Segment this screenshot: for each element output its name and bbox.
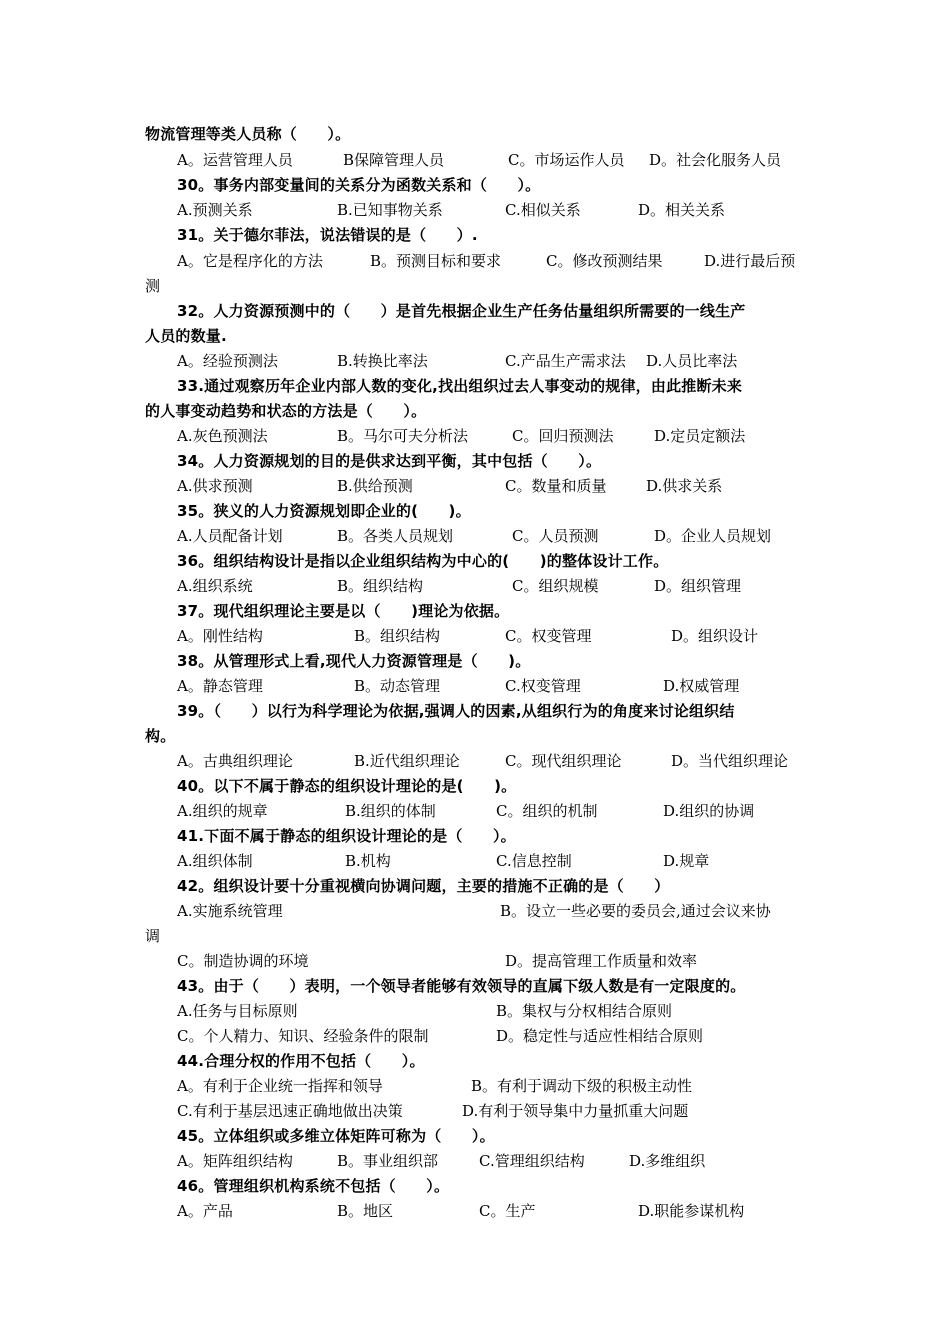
option-a: A。矩阵组织结构 bbox=[177, 1152, 293, 1170]
question-45-text: 45。立体组织或多维立体矩阵可称为（ ）。 bbox=[177, 1127, 495, 1145]
option-c: C。人员预测 bbox=[512, 527, 599, 545]
option-b: B。设立一些必要的委员会,通过会议来协 bbox=[500, 902, 771, 920]
option-b: B.机构 bbox=[345, 852, 391, 870]
option-b: B.近代组织理论 bbox=[354, 752, 460, 770]
option-d: D。稳定性与适应性相结合原则 bbox=[496, 1027, 704, 1045]
option-d: D。组织管理 bbox=[654, 577, 742, 595]
option-c: C。制造协调的环境 bbox=[177, 952, 309, 970]
question-39-text-line2: 构。 bbox=[145, 727, 176, 745]
option-c: C.信息控制 bbox=[496, 852, 572, 870]
option-b: B.转换比率法 bbox=[337, 352, 428, 370]
option-b: B.组织的体制 bbox=[345, 802, 436, 820]
option-b: B。马尔可夫分析法 bbox=[337, 427, 469, 445]
option-d: D。当代组织理论 bbox=[671, 752, 789, 770]
option-d: D.规章 bbox=[663, 852, 710, 870]
option-d: D.多维组织 bbox=[629, 1152, 706, 1170]
option-b: B.已知事物关系 bbox=[337, 201, 443, 219]
question-33-text-line2: 的人事变动趋势和状态的方法是（ ）。 bbox=[145, 402, 427, 420]
option-d: D.组织的协调 bbox=[663, 802, 755, 820]
question-46-text: 46。管理组织机构系统不包括（ ）。 bbox=[177, 1177, 450, 1195]
option-c: C。现代组织理论 bbox=[505, 752, 622, 770]
question-42-option-wrap: 调 bbox=[145, 927, 161, 945]
question-35-text: 35。狭义的人力资源规划即企业的( )。 bbox=[177, 502, 471, 520]
option-c: C。修改预测结果 bbox=[546, 252, 663, 270]
option-a: A.组织的规章 bbox=[177, 802, 268, 820]
option-c: C.产品生产需求法 bbox=[505, 352, 626, 370]
option-d: D.职能参谋机构 bbox=[638, 1202, 745, 1220]
option-b: B。集权与分权相结合原则 bbox=[496, 1002, 673, 1020]
option-c: C。个人精力、知识、经验条件的限制 bbox=[177, 1027, 429, 1045]
option-b: B保障管理人员 bbox=[343, 151, 445, 169]
option-d: D.进行最后预 bbox=[704, 252, 796, 270]
option-a: A.任务与目标原则 bbox=[177, 1002, 298, 1020]
option-a: A。它是程序化的方法 bbox=[177, 252, 323, 270]
question-39-text-line1: 39。（ ）以行为科学理论为依据,强调人的因素,从组织行为的角度来讨论组织结 bbox=[177, 702, 735, 720]
option-c: C。组织的机制 bbox=[496, 802, 598, 820]
option-a: A。产品 bbox=[177, 1202, 233, 1220]
option-d: D.有利于领导集中力量抓重大问题 bbox=[462, 1102, 689, 1120]
option-b: B。地区 bbox=[337, 1202, 394, 1220]
option-c: C.权变管理 bbox=[505, 677, 581, 695]
option-a: A。有利于企业统一指挥和领导 bbox=[177, 1077, 383, 1095]
question-30-text: 30。事务内部变量间的关系分为函数关系和（ ）。 bbox=[177, 176, 541, 194]
question-31-option-wrap: 测 bbox=[145, 277, 161, 295]
option-b: B。动态管理 bbox=[354, 677, 441, 695]
question-37-text: 37。现代组织理论主要是以（ )理论为依据。 bbox=[177, 602, 510, 620]
option-d: D。企业人员规划 bbox=[654, 527, 772, 545]
option-d: D.权威管理 bbox=[663, 677, 740, 695]
option-a: A.组织体制 bbox=[177, 852, 253, 870]
option-d: D。社会化服务人员 bbox=[649, 151, 782, 169]
option-a: A。运营管理人员 bbox=[177, 151, 293, 169]
option-d: D.人员比率法 bbox=[646, 352, 738, 370]
option-a: A.组织系统 bbox=[177, 577, 253, 595]
option-c: C。组织规模 bbox=[512, 577, 599, 595]
option-a: A.灰色预测法 bbox=[177, 427, 268, 445]
option-c: C。市场运作人员 bbox=[508, 151, 625, 169]
option-b: B.供给预测 bbox=[337, 477, 413, 495]
question-36-text: 36。组织结构设计是指以企业组织结构为中心的( )的整体设计工作。 bbox=[177, 552, 669, 570]
question-31-text: 31。关于德尔菲法，说法错误的是（ ）. bbox=[177, 226, 478, 244]
question-41-text: 41.下面不属于静态的组织设计理论的是（ ）。 bbox=[177, 827, 516, 845]
option-b: B。事业组织部 bbox=[337, 1152, 439, 1170]
option-a: A。经验预测法 bbox=[177, 352, 278, 370]
option-d: D.定员定额法 bbox=[654, 427, 746, 445]
option-d: D。相关关系 bbox=[638, 201, 726, 219]
question-43-text: 43。由于（ ）表明，一个领导者能够有效领导的直属下级人数是有一定限度的。 bbox=[177, 977, 746, 995]
option-b: B。组织结构 bbox=[337, 577, 424, 595]
question-29-text: 物流管理等类人员称（ ）。 bbox=[145, 125, 351, 143]
question-33-text-line1: 33.通过观察历年企业内部人数的变化,找出组织过去人事变动的规律，由此推断未来 bbox=[177, 377, 743, 395]
option-c: C。生产 bbox=[479, 1202, 536, 1220]
question-32-text-line1: 32。人力资源预测中的（ ）是首先根据企业生产任务估量组织所需要的一线生产 bbox=[177, 302, 746, 320]
option-b: B。各类人员规划 bbox=[337, 527, 454, 545]
option-a: A.预测关系 bbox=[177, 201, 253, 219]
option-c: C.相似关系 bbox=[505, 201, 581, 219]
option-a: A.实施系统管理 bbox=[177, 902, 283, 920]
question-42-text: 42。组织设计要十分重视横向协调问题，主要的措施不正确的是（ ） bbox=[177, 877, 670, 895]
option-c: C。回归预测法 bbox=[512, 427, 614, 445]
option-a: A。刚性结构 bbox=[177, 627, 263, 645]
option-c: C.有利于基层迅速正确地做出决策 bbox=[177, 1102, 403, 1120]
option-d: D.供求关系 bbox=[646, 477, 723, 495]
question-32-text-line2: 人员的数量. bbox=[145, 327, 227, 345]
question-34-text: 34。人力资源规划的目的是供求达到平衡，其中包括（ ）。 bbox=[177, 452, 602, 470]
option-a: A.人员配备计划 bbox=[177, 527, 283, 545]
option-a: A。静态管理 bbox=[177, 677, 263, 695]
option-a: A.供求预测 bbox=[177, 477, 253, 495]
question-38-text: 38。从管理形式上看,现代人力资源管理是（ )。 bbox=[177, 652, 531, 670]
option-b: B。组织结构 bbox=[354, 627, 441, 645]
option-c: C。权变管理 bbox=[505, 627, 592, 645]
option-b: B。预测目标和要求 bbox=[370, 252, 502, 270]
option-c: C。数量和质量 bbox=[505, 477, 607, 495]
question-44-text: 44.合理分权的作用不包括（ ）。 bbox=[177, 1052, 425, 1070]
question-40-text: 40。以下不属于静态的组织设计理论的是( )。 bbox=[177, 777, 517, 795]
option-c: C.管理组织结构 bbox=[479, 1152, 585, 1170]
option-d: D。组织设计 bbox=[671, 627, 759, 645]
option-b: B。有利于调动下级的积极主动性 bbox=[471, 1077, 693, 1095]
option-d: D。提高管理工作质量和效率 bbox=[505, 952, 698, 970]
option-a: A。古典组织理论 bbox=[177, 752, 293, 770]
